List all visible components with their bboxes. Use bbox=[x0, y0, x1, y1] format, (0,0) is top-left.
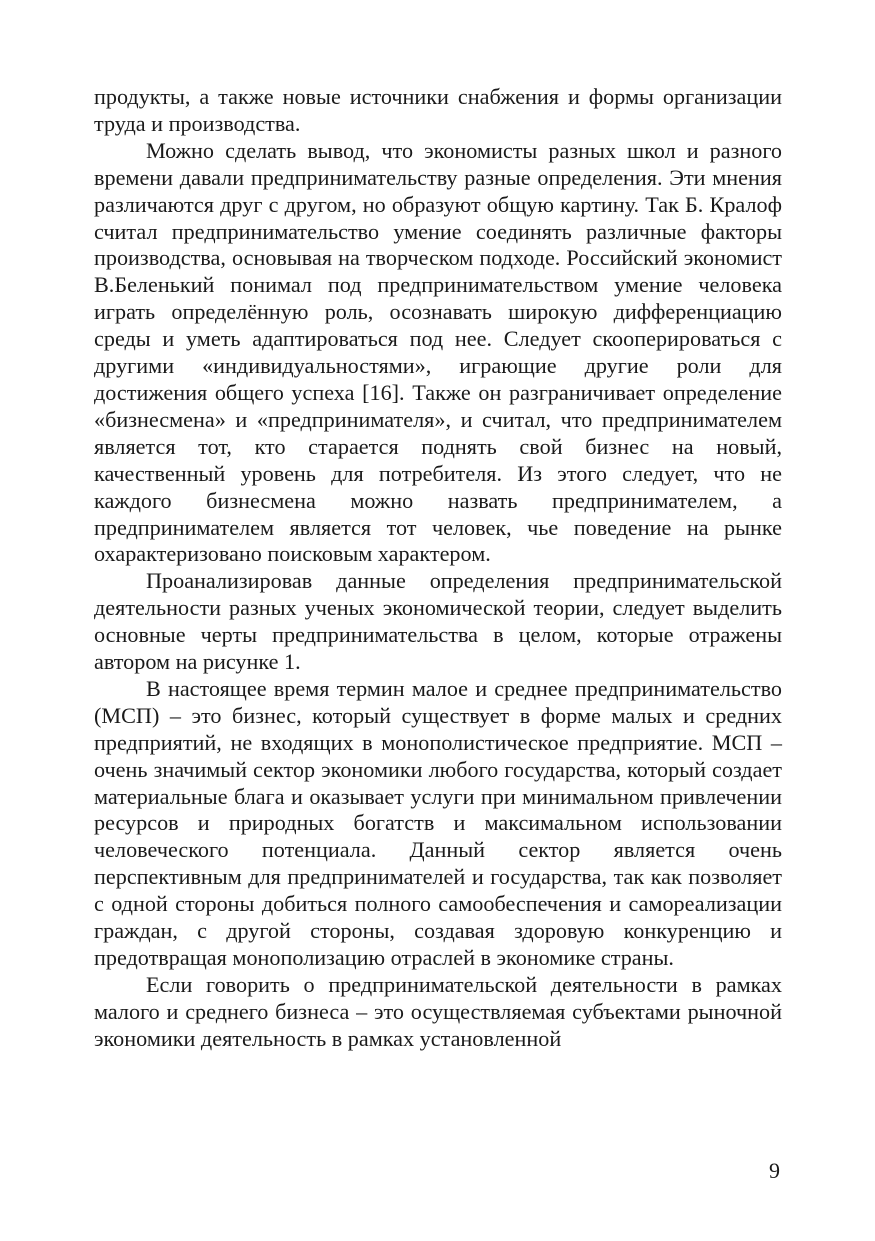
paragraph-1: продукты, а также новые источники снабжения и формы организации труда и производства. bbox=[94, 84, 782, 136]
paragraph-2: Можно сделать вывод, что экономисты разных школ и разного времени давали предпринимательству разные определения. Эти мнения различаются друг с другом, но образуют общую картину. Так Б. Кралоф считал предпринимательство умение соединять различные факторы производства, основывая на творческом подходе. Российский экономист В.Беленький понимал под предпринимательством умение человека играть определённую роль, осознавать широкую дифференциацию среды и уметь адаптироваться под нее. Следует скооперироваться с другими «индивидуальностями», играющие другие роли для достижения общего успеха [16]. Также он разграничивает определение «бизнесмена» и «предпринимателя», и считал, что предпринимателем является тот, кто старается поднять свой бизнес на новый, качественный уровень для потребителя. Из этого следует, что не каждого бизнесмена можно назвать предпринимателем, а предпринимателем является тот человек, чье поведение на рынке охарактеризовано поисковым характером. bbox=[94, 137, 782, 567]
paragraph-4: В настоящее время термин малое и среднее предпринимательство (МСП) – это бизнес, который существует в форме малых и средних предприятий, не входящих в монополистическое предприятие. МСП – очень значимый сектор экономики любого государства, который создает материальные блага и оказывает услуги при минимальном привлечении ресурсов и природных богатств и максимальном использовании человеческого потенциала. Данный сектор является очень перспективным для предпринимателей и государства, так как позволяет с одной стороны добиться полного самообеспечения и самореализации граждан, с другой стороны, создавая здоровую конкуренцию и предотвращая монополизацию отраслей в экономике страны. bbox=[94, 675, 782, 970]
paragraph-5: Если говорить о предпринимательской деятельности в рамках малого и среднего бизнеса – это осуществляемая субъектами рыночной экономики деятельность в рамках установленной bbox=[94, 971, 782, 1051]
document-page bbox=[94, 84, 782, 1053]
page-number: 9 bbox=[769, 1158, 780, 1183]
paragraph-3: Проанализировав данные определения предпринимательской деятельности разных ученых экономической теории, следует выделить основные черты предпринимательства в целом, которые отражены автором на рисунке 1. bbox=[94, 568, 782, 675]
